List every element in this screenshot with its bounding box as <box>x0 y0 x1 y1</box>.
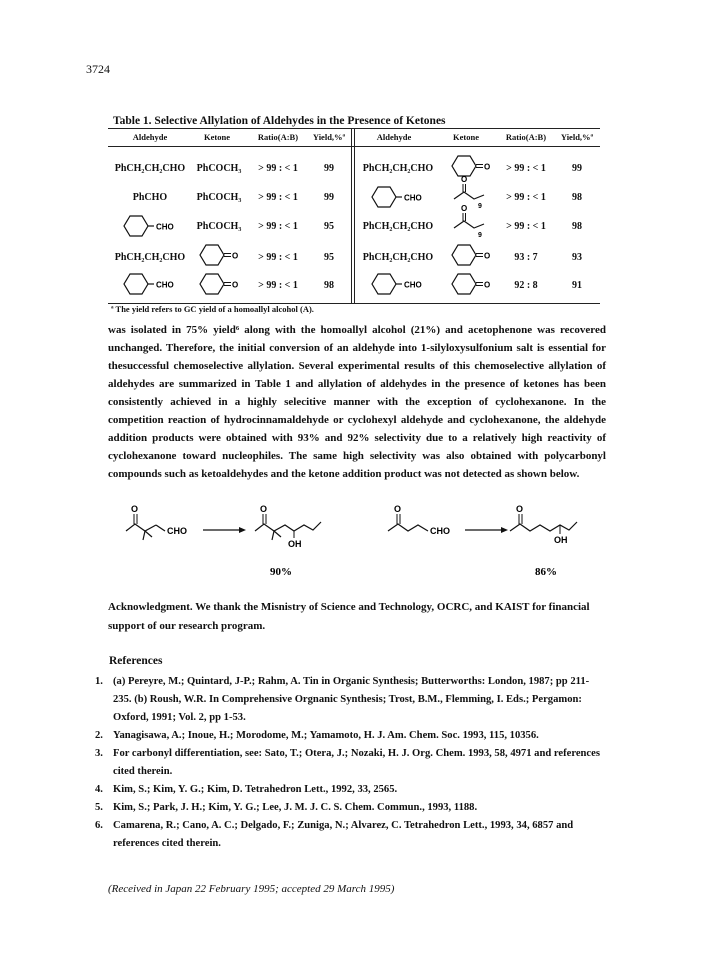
o-label: O <box>484 251 491 261</box>
cyclohexyl-aldehyde-structure <box>366 184 436 210</box>
left-row1-yield: 99 <box>324 163 334 174</box>
left-row1-ratio: > 99 : < 1 <box>258 163 298 174</box>
header-aldehyde: Aldehyde <box>132 132 168 142</box>
left-row3-ketone: PhCOCH₃ <box>196 221 242 232</box>
left-row1-aldehyde: PhCH₂CH₂CHO <box>114 163 186 174</box>
methyl-ketone-chain-structure <box>448 201 494 241</box>
right-row2-yield: 98 <box>572 192 582 203</box>
left-row5-yield: 98 <box>324 280 334 291</box>
oh-label: OH <box>288 539 302 549</box>
svg-text:O: O <box>394 504 402 514</box>
reference-item: 3. For carbonyl differentiation, see: Sato, T.; Otera, J.; Nozaki, H. J. Org. Chem. 1993, 58, 4971 and references cited therein. <box>95 748 600 777</box>
header-yield: Yield,%ª <box>560 132 594 142</box>
right-row4-aldehyde: PhCH₂CH₂CHO <box>362 252 434 263</box>
received-dates: (Received in Japan 22 February 1995; accepted 29 March 1995) <box>108 883 395 895</box>
right-row5-ratio: 92 : 8 <box>514 280 538 291</box>
header-yield: Yield,%ª <box>312 132 346 142</box>
cyclohexyl-aldehyde-structure <box>118 213 188 239</box>
body-paragraph <box>108 321 606 483</box>
acknowledgment <box>108 598 606 635</box>
table-footnote: ª The yield refers to GC yield of a homoallyl alcohol (A). <box>111 304 314 314</box>
cho-label: CHO <box>156 280 174 290</box>
left-row2-aldehyde: PhCHO <box>132 192 168 203</box>
cyclohexyl-aldehyde-structure <box>118 271 188 297</box>
reference-item: 1. (a) Pereyre, M.; Quintard, J-P.; Rahm, A. Tin in Organic Synthesis; Butterworths: London, 1987; pp 211-235. (b) Roush, W.R. In Comprehensive Orgnanic Synthesis; Trost, B.M., Flemming, I. Eds.; Pergamon: Oxford, 1991; Vol. 2, pp 1-53. <box>95 676 590 723</box>
subscript-9: 9 <box>478 203 482 210</box>
right-row4-yield: 93 <box>572 252 582 263</box>
right-row3-yield: 98 <box>572 221 582 232</box>
left-row2-ratio: > 99 : < 1 <box>258 192 298 203</box>
right-row5-yield: 91 <box>572 280 582 291</box>
left-row1-ketone: PhCOCH₃ <box>196 163 242 174</box>
right-row1-ratio: > 99 : < 1 <box>506 163 546 174</box>
reaction-2-substrate <box>388 504 450 536</box>
left-row4-aldehyde: PhCH₂CH₂CHO <box>114 252 186 263</box>
references-heading: References <box>109 655 163 667</box>
cho-label: CHO <box>404 280 422 290</box>
acknowledgment-heading: Acknowledgment. <box>108 601 193 613</box>
cyclohexanone-structure <box>198 242 248 268</box>
table-1 <box>108 128 600 304</box>
o-label: O <box>461 204 468 213</box>
header-aldehyde: Aldehyde <box>376 132 412 142</box>
o-label: O <box>484 162 491 172</box>
right-row3-aldehyde: PhCH₂CH₂CHO <box>362 221 434 232</box>
reaction-1-substrate <box>126 504 187 540</box>
o-label: O <box>232 280 239 290</box>
left-row2-yield: 99 <box>324 192 334 203</box>
reference-item: 2. Yanagisawa, A.; Inoue, H.; Morodome, M.; Yamamoto, H. J. Am. Chem. Soc. 1993, 115, 10356. <box>95 730 539 741</box>
left-row4-ratio: > 99 : < 1 <box>258 252 298 263</box>
reaction-2-product <box>510 504 577 545</box>
acknowledgment-text: We thank the Misnistry of Science and Technology, OCRC, and KAIST for financial support of our research program. <box>108 601 590 632</box>
yield-right: 86% <box>535 566 557 578</box>
header-ratio: Ratio(A:B) <box>257 132 299 142</box>
reaction-1-product <box>255 504 321 549</box>
header-ketone: Ketone <box>453 132 479 142</box>
yield-left: 90% <box>270 566 292 578</box>
table-caption: Table 1. Selective Allylation of Aldehydes in the Presence of Ketones <box>113 115 446 127</box>
table-divider-2 <box>354 128 355 304</box>
cho-label: CHO <box>430 526 450 536</box>
subscript-9: 9 <box>478 232 482 239</box>
cyclohexanone-structure <box>198 271 248 297</box>
cyclohexanone-structure <box>450 271 500 297</box>
o-label: O <box>461 175 468 184</box>
left-row5-ratio: > 99 : < 1 <box>258 280 298 291</box>
left-row4-yield: 95 <box>324 252 334 263</box>
reference-item: 4. Kim, S.; Kim, Y. G.; Kim, D. Tetrahedron Lett., 1992, 33, 2565. <box>95 784 398 795</box>
table-divider-1 <box>351 128 352 304</box>
svg-text:O: O <box>516 504 524 514</box>
references-list <box>95 673 605 853</box>
right-row1-aldehyde: PhCH₂CH₂CHO <box>362 163 434 174</box>
right-row3-ratio: > 99 : < 1 <box>506 221 546 232</box>
body-paragraph-text: was isolated in 75% yield⁶ along with the homoallyl alcohol (21%) and acetophenone was recovered unchanged. Therefore, the initial conversion of an aldehyde into 1-silyloxysulfonium salt is essential for thesuccessful chemoselective allylation. Several experimental results of this chemoselective allylation of aldehydes are summarized in Table 1 and allylation of aldehydes in the presence of ketones has been consistently achieved in a highly selecitive manner with the exception of cyclohexanone. In the competition reaction of hydrocinnamaldehyde or cyclohexyl aldehyde and cyclohexanone, the aldehyde addition products were obtained with 93% and 92% selectivity due to a relatively high reactivity of cyclohexanone toward nucleophiles. The same high selectivity was also obtained with polycarbonyl compounds such as ketoaldehydes and the ketone addition product was not detected as shown below. <box>108 324 606 480</box>
cho-label: CHO <box>167 526 187 536</box>
reference-item: 6. Camarena, R.; Cano, A. C.; Delgado, F.; Zuniga, N.; Alvarez, C. Tetrahedron Lett., 1993, 34, 6857 and references cited therein. <box>95 820 574 849</box>
svg-text:O: O <box>131 504 139 514</box>
svg-text:O: O <box>260 504 268 514</box>
right-row4-ratio: 93 : 7 <box>514 252 538 263</box>
cyclohexanone-structure <box>450 242 500 268</box>
reference-item: 5. Kim, S.; Park, J. H.; Kim, Y. G.; Lee, J. M. J. C. S. Chem. Commun., 1993, 1188. <box>95 802 478 813</box>
cho-label: CHO <box>404 193 422 203</box>
left-row3-ratio: > 99 : < 1 <box>258 221 298 232</box>
header-ketone: Ketone <box>204 132 230 142</box>
header-ratio: Ratio(A:B) <box>505 132 547 142</box>
reaction-2-arrow <box>465 527 508 533</box>
reaction-1-arrow <box>203 527 246 533</box>
o-label: O <box>484 280 491 290</box>
right-row1-yield: 99 <box>572 163 582 174</box>
reaction-scheme <box>108 500 606 585</box>
cyclohexyl-aldehyde-structure <box>366 271 436 297</box>
right-row2-ratio: > 99 : < 1 <box>506 192 546 203</box>
left-row2-ketone: PhCOCH₃ <box>196 192 242 203</box>
page-number: 3724 <box>86 62 110 76</box>
left-row3-yield: 95 <box>324 221 334 232</box>
oh-label: OH <box>554 535 568 545</box>
o-label: O <box>232 251 239 261</box>
cho-label: CHO <box>156 222 174 232</box>
